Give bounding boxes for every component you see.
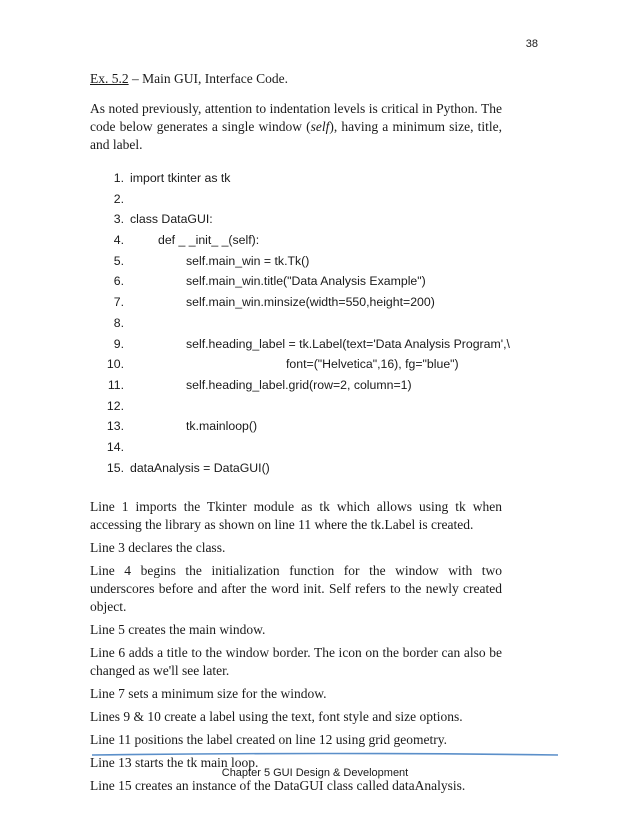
code-line-number: 13. xyxy=(106,419,124,434)
intro-text-start: As noted previously, attention to indentation levels is critical in Python. The code below generates a single window ( xyxy=(90,101,502,134)
code-line-number: 8. xyxy=(113,315,124,330)
code-line-number: 15. xyxy=(106,460,124,475)
code-line-number: 11. xyxy=(107,377,124,392)
code-line-text: def _ _init_ _(self): xyxy=(158,233,260,248)
code-line-text: tk.mainloop() xyxy=(186,419,258,434)
code-line xyxy=(90,271,502,292)
code-line-text: self.main_win = tk.Tk() xyxy=(186,253,310,268)
page-content xyxy=(90,70,510,800)
intro-text-end: ), having a minimum size, title, and label. xyxy=(90,119,502,152)
code-line-number: 6. xyxy=(113,274,124,289)
code-line-number: 7. xyxy=(113,295,124,310)
intro-paragraph xyxy=(90,100,502,154)
code-line-number: 5. xyxy=(113,253,124,268)
code-line-number: 2. xyxy=(113,191,124,206)
code-line-number: 1. xyxy=(113,171,124,185)
code-line-text: self.main_win.minsize(width=550,height=200) xyxy=(186,295,435,310)
code-explanations xyxy=(90,498,502,795)
chapter-footer: Chapter 5 GUI Design & Development xyxy=(221,767,409,779)
example-title: – Main GUI, Interface Code. xyxy=(128,71,288,86)
code-line-number: 12. xyxy=(106,398,124,413)
explanation-paragraph: Line 6 adds a title to the window border. The icon on the border can also be changed as we'll see later. xyxy=(90,645,502,679)
page-number: 38 xyxy=(525,38,538,50)
example-reference: Ex. 5.2 xyxy=(90,71,129,86)
code-line-text: class DataGUI: xyxy=(130,212,213,227)
code-line xyxy=(90,313,502,334)
code-line-text: font=("Helvetica",16), fg="blue") xyxy=(286,357,459,372)
code-line xyxy=(90,334,510,355)
code-line-text: dataAnalysis = DataGUI() xyxy=(130,460,270,475)
section-heading xyxy=(90,70,502,88)
explanation-paragraph: Line 4 begins the initialization function for the window with two underscores before and after the word init. Self refers to the newly created object. xyxy=(90,563,502,615)
code-line-text: self.heading_label = tk.Label(text='Data Analysis Program',\ xyxy=(186,336,510,351)
explanation-paragraph: Line 5 creates the main window. xyxy=(90,622,266,638)
code-line-text: self.heading_label.grid(row=2, column=1) xyxy=(186,377,412,392)
code-line-text: self.main_win.title("Data Analysis Example") xyxy=(186,274,426,289)
explanation-paragraph: Line 15 creates an instance of the DataGUI class called dataAnalysis. xyxy=(90,778,466,794)
code-line xyxy=(90,375,502,396)
intro-emphasis: self xyxy=(310,119,330,134)
code-line xyxy=(90,168,502,189)
code-line xyxy=(90,230,502,251)
code-line-number: 4. xyxy=(113,233,124,248)
code-line-number: 10. xyxy=(106,357,124,372)
code-line xyxy=(90,437,502,458)
explanation-paragraph: Line 7 sets a minimum size for the window. xyxy=(90,686,327,702)
footer-rule xyxy=(92,752,558,758)
explanation-paragraph: Line 1 imports the Tkinter module as tk which allows using tk when accessing the library as shown on line 11 where the tk.Label is created. xyxy=(90,499,502,533)
explanation-paragraph: Lines 9 & 10 create a label using the text, font style and size options. xyxy=(90,709,463,725)
code-line xyxy=(90,416,502,437)
explanation-paragraph: Line 13 starts the tk main loop. xyxy=(90,755,259,771)
code-line-number: 3. xyxy=(113,212,124,227)
code-line xyxy=(90,292,502,313)
explanation-paragraph: Line 11 positions the label created on line 12 using grid geometry. xyxy=(90,732,448,748)
code-line xyxy=(90,251,502,272)
code-line xyxy=(90,189,502,210)
code-line xyxy=(90,354,502,375)
explanation-paragraph: Line 3 declares the class. xyxy=(90,540,226,556)
code-line-number: 14. xyxy=(106,439,124,454)
code-line-number: 9. xyxy=(113,336,124,351)
code-listing xyxy=(90,168,510,478)
code-line xyxy=(90,396,502,417)
code-line-text: import tkinter as tk xyxy=(130,171,231,185)
code-line xyxy=(90,458,502,479)
code-line xyxy=(90,209,502,230)
